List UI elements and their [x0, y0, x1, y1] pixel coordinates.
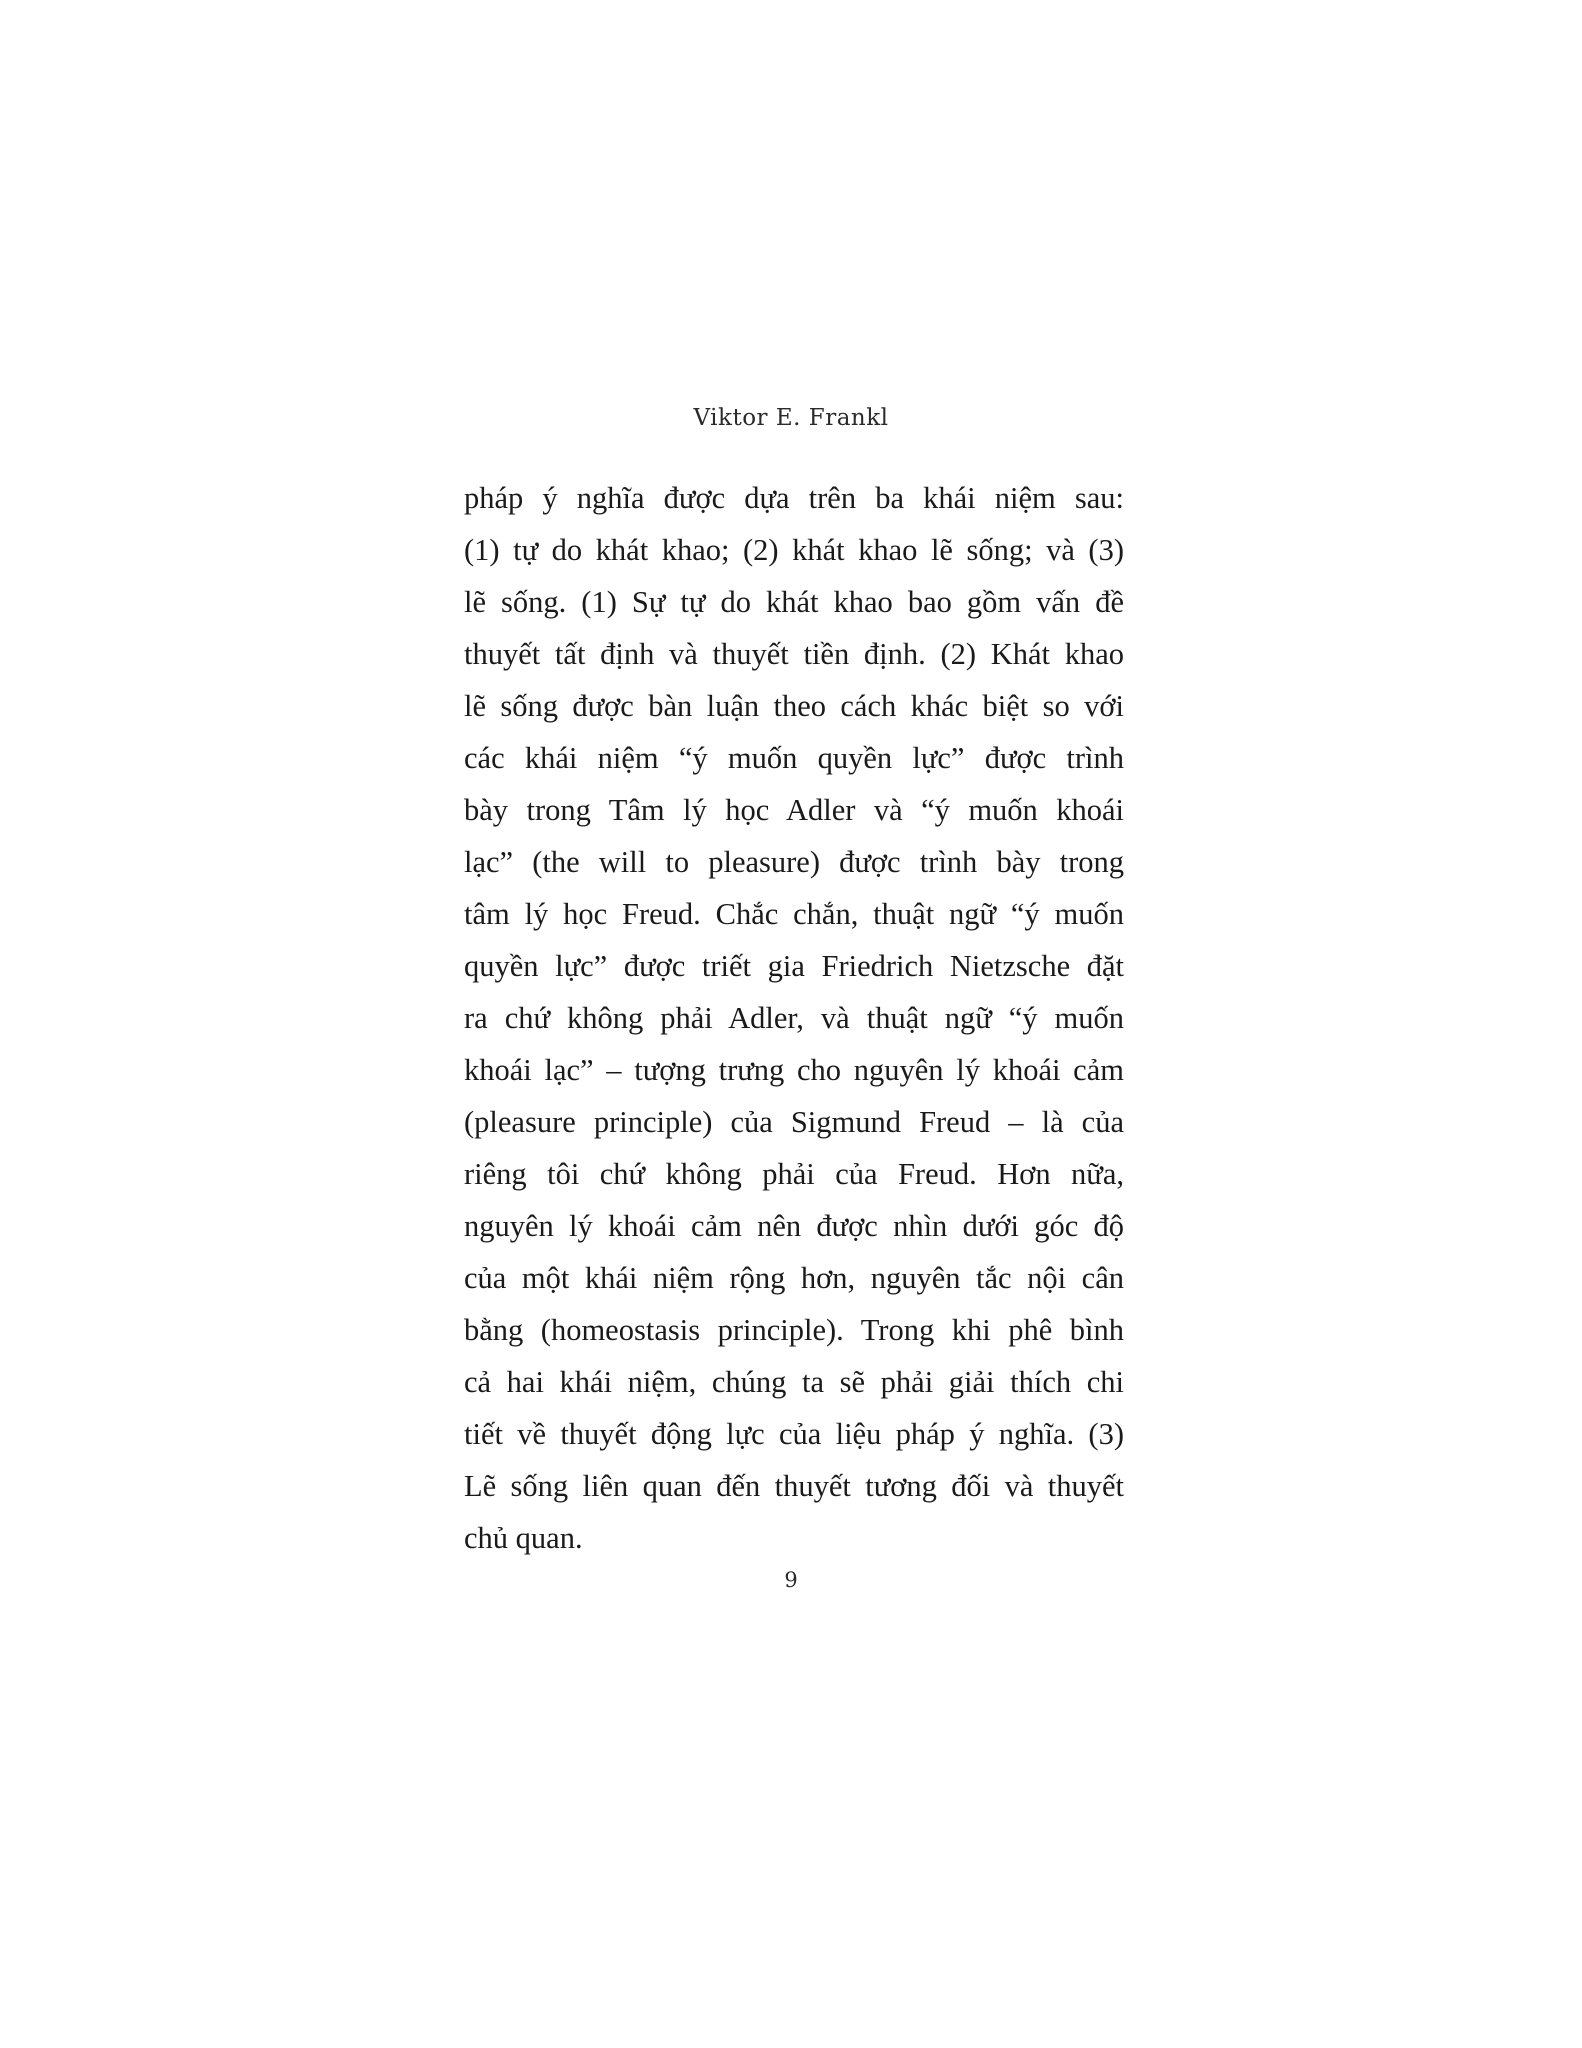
text-line: Lẽ sống liên quan đến thuyết tương đối và thuyết — [464, 1469, 1124, 1503]
text-line: của một khái niệm rộng hơn, nguyên tắc nội cân — [464, 1261, 1124, 1295]
text-line: cả hai khái niệm, chúng ta sẽ phải giải thích chi — [464, 1365, 1124, 1399]
text-line: lẽ sống. (1) Sự tự do khát khao bao gồm vấn đề — [464, 585, 1124, 619]
text-line: tâm lý học Freud. Chắc chắn, thuật ngữ “ý muốn — [464, 897, 1124, 931]
text-line: bày trong Tâm lý học Adler và “ý muốn khoái — [464, 793, 1124, 827]
text-line: thuyết tất định và thuyết tiền định. (2) Khát khao — [464, 637, 1124, 671]
page-number: 9 — [784, 1568, 798, 1592]
text-line: bằng (homeostasis principle). Trong khi phê bình — [464, 1313, 1124, 1347]
text-line: các khái niệm “ý muốn quyền lực” được trình — [464, 741, 1124, 775]
text-line: tiết về thuyết động lực của liệu pháp ý nghĩa. (3) — [464, 1417, 1124, 1451]
text-line: (pleasure principle) của Sigmund Freud – là của — [464, 1105, 1124, 1139]
text-line: quyền lực” được triết gia Friedrich Nietzsche đặt — [464, 949, 1124, 983]
text-line: lạc” (the will to pleasure) được trình bày trong — [464, 845, 1124, 879]
text-line: ra chứ không phải Adler, và thuật ngữ “ý muốn — [464, 1001, 1124, 1035]
running-header-author: Viktor E. Frankl — [693, 405, 889, 431]
text-line: lẽ sống được bàn luận theo cách khác biệt so với — [464, 689, 1124, 723]
text-line-last: chủ quan. — [464, 1521, 583, 1555]
text-line: pháp ý nghĩa được dựa trên ba khái niệm sau: — [464, 481, 1124, 515]
text-line: (1) tự do khát khao; (2) khát khao lẽ sống; và (3) — [464, 533, 1124, 567]
body-paragraph — [464, 472, 1124, 1564]
text-line: riêng tôi chứ không phải của Freud. Hơn nữa, — [464, 1157, 1124, 1191]
text-line: nguyên lý khoái cảm nên được nhìn dưới góc độ — [464, 1209, 1124, 1243]
text-line: khoái lạc” – tượng trưng cho nguyên lý khoái cảm — [464, 1053, 1124, 1087]
